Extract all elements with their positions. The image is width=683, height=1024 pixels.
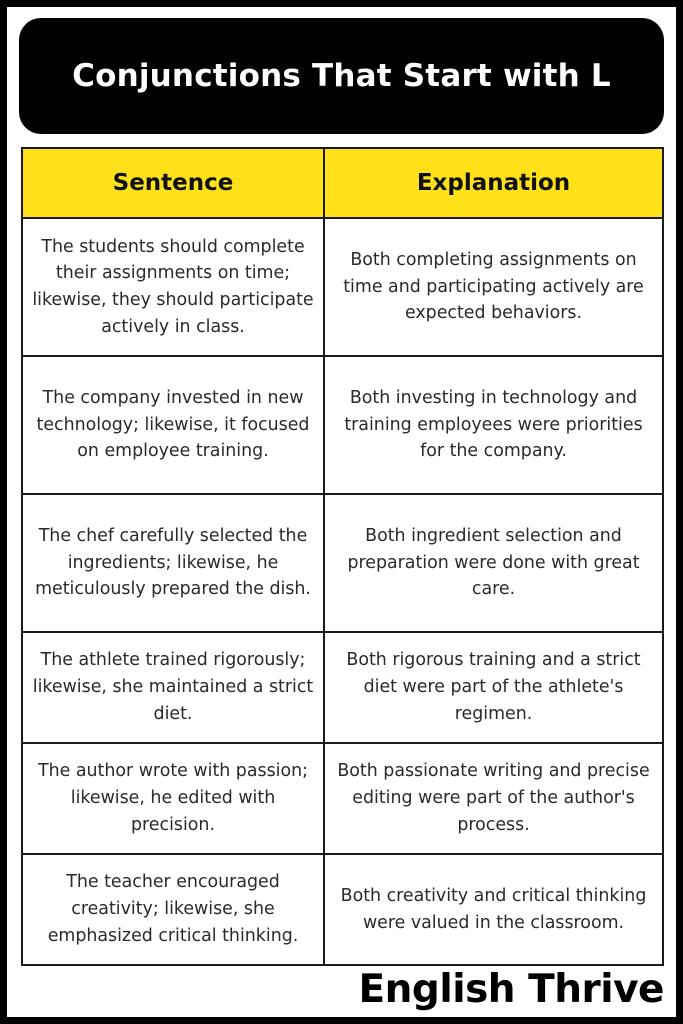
table-row <box>22 356 663 494</box>
explanation-cell: Both ingredient selection and preparation were done with great care. <box>324 494 663 632</box>
page-title: Conjunctions That Start with L <box>72 58 611 94</box>
brand-watermark: English Thrive <box>358 967 664 1012</box>
explanation-cell: Both rigorous training and a strict diet were part of the athlete's regimen. <box>324 632 663 743</box>
sentence-cell: The athlete trained rigorously; likewise, she maintained a strict diet. <box>22 632 324 743</box>
table-row <box>22 218 663 356</box>
table-row <box>22 743 663 854</box>
sentence-cell: The company invested in new technology; likewise, it focused on employee training. <box>22 356 324 494</box>
sentence-cell: The author wrote with passion; likewise, he edited with precision. <box>22 743 324 854</box>
sentence-cell: The teacher encouraged creativity; likewise, she emphasized critical thinking. <box>22 854 324 965</box>
explanation-cell: Both investing in technology and training employees were priorities for the company. <box>324 356 663 494</box>
table-row <box>22 632 663 743</box>
header-sentence: Sentence <box>22 148 324 218</box>
sentence-cell: The students should complete their assignments on time; likewise, they should participate actively in class. <box>22 218 324 356</box>
table-row <box>22 494 663 632</box>
conjunctions-table <box>21 147 664 966</box>
explanation-cell: Both passionate writing and precise editing were part of the author's process. <box>324 743 663 854</box>
header-explanation: Explanation <box>324 148 663 218</box>
explanation-cell: Both completing assignments on time and participating actively are expected behaviors. <box>324 218 663 356</box>
explanation-cell: Both creativity and critical thinking were valued in the classroom. <box>324 854 663 965</box>
title-banner <box>19 18 664 134</box>
table-header-row <box>22 148 663 218</box>
sentence-cell: The chef carefully selected the ingredients; likewise, he meticulously prepared the dish. <box>22 494 324 632</box>
table-row <box>22 854 663 965</box>
